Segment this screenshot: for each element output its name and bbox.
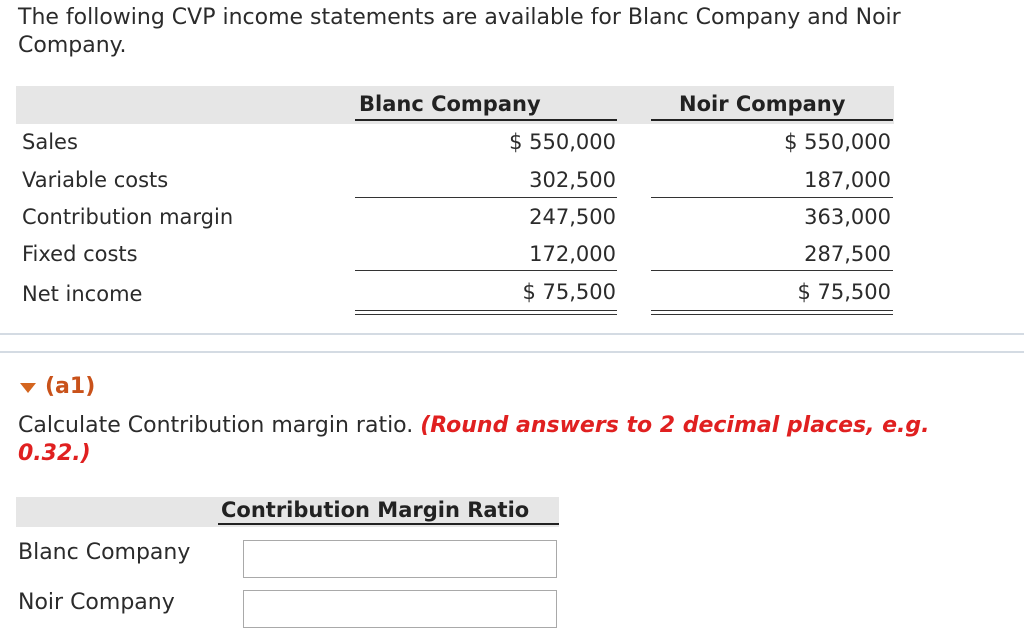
cell-blanc-variable-costs: 302,500 (529, 168, 616, 192)
section-divider-top (0, 333, 1024, 335)
answer-col-header: Contribution Margin Ratio (221, 498, 530, 522)
double-rule-noir-top (651, 310, 893, 311)
cell-blanc-sales: $ 550,000 (509, 130, 616, 154)
col-header-noir-underline (651, 119, 893, 121)
row-label-net-income: Net income (22, 282, 143, 306)
answer-row-label-noir: Noir Company (18, 590, 175, 615)
rounding-note: (Round answers to 2 decimal places, e.g. 0.32.) (18, 413, 930, 466)
noir-cm-ratio-input[interactable] (243, 590, 557, 628)
cell-noir-fixed-costs: 287,500 (804, 242, 891, 266)
section-divider-bottom (0, 351, 1024, 353)
intro-text: The following CVP income statements are available for Blanc Company and Noir Company. (18, 5, 901, 58)
answer-row-label-blanc: Blanc Company (18, 540, 191, 565)
instruction-main: Calculate Contribution margin ratio. (18, 413, 414, 438)
blanc-cm-ratio-input[interactable] (243, 540, 557, 578)
cell-noir-contribution-margin: 363,000 (804, 205, 891, 229)
cell-noir-variable-costs: 187,000 (804, 168, 891, 192)
row-label-contribution-margin: Contribution margin (22, 205, 234, 229)
double-rule-blanc-bottom (355, 314, 617, 315)
col-header-noir: Noir Company (679, 92, 846, 116)
row-label-variable-costs: Variable costs (22, 168, 169, 192)
collapse-caret-icon[interactable] (20, 383, 36, 393)
double-rule-noir-bottom (651, 314, 893, 315)
col-header-blanc-underline (355, 119, 617, 121)
cell-noir-net-income: $ 75,500 (797, 280, 891, 304)
rule-blanc-total (355, 270, 617, 271)
part-label: (a1) (45, 374, 96, 399)
row-label-sales: Sales (22, 130, 78, 154)
rule-blanc-subtotal (355, 197, 617, 198)
cell-noir-sales: $ 550,000 (784, 130, 891, 154)
double-rule-blanc-top (355, 310, 617, 311)
cell-blanc-contribution-margin: 247,500 (529, 205, 616, 229)
cell-blanc-fixed-costs: 172,000 (529, 242, 616, 266)
cell-blanc-net-income: $ 75,500 (522, 280, 616, 304)
col-header-blanc: Blanc Company (359, 92, 541, 116)
row-label-fixed-costs: Fixed costs (22, 242, 138, 266)
rule-noir-subtotal (651, 197, 893, 198)
answer-col-header-underline (218, 523, 559, 525)
rule-noir-total (651, 270, 893, 271)
instruction-text (18, 412, 1008, 468)
